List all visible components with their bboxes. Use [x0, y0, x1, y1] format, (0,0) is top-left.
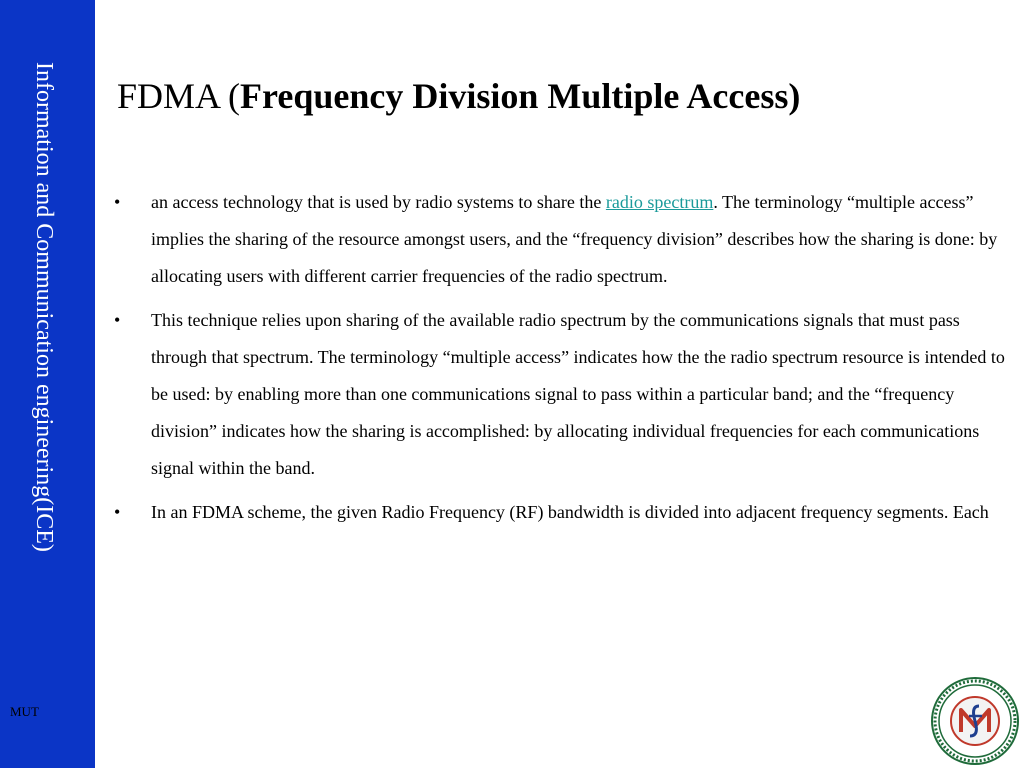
slide-title	[117, 74, 800, 118]
bullet-list	[114, 184, 1014, 538]
sidebar	[0, 0, 95, 768]
sidebar-footer: MUT	[10, 704, 39, 719]
bullet-text-after-link: . The terminology “multiple access” implies the sharing of the resource amongst users, and the “frequency division” describes how the sharing is done: by allocating users with different carrier frequencies of the radio spectrum.	[151, 192, 998, 286]
bullet-marker: •	[114, 502, 121, 522]
bullet-marker: •	[114, 192, 121, 212]
slide-title-prefix: FDMA (	[117, 76, 241, 116]
bullet-marker: •	[114, 310, 121, 330]
radio-spectrum-link[interactable]: radio spectrum	[605, 192, 714, 212]
bullet-item	[114, 302, 1014, 487]
bullet-item	[114, 494, 1014, 531]
bullet-text-before-link: an access technology that is used by radio systems to share the	[151, 192, 606, 212]
university-seal-icon	[930, 676, 1020, 766]
bullet-text: This technique relies upon sharing of the available radio spectrum by the communications signals that must pass through that spectrum. The terminology “multiple access” indicates how the the radio spectrum resource is intended to be used: by enabling more than one communications signal to pass within a particular band; and the “frequency division” indicates how the sharing is accomplished: by allocating individual frequencies for each communications signal within the band.	[151, 310, 1005, 478]
sidebar-vertical-title: Information and Communication engineering(ICE)	[31, 62, 57, 552]
bullet-item	[114, 184, 1014, 295]
slide-title-bold: Frequency Division Multiple Access)	[240, 76, 801, 116]
bullet-text: In an FDMA scheme, the given Radio Frequency (RF) bandwidth is divided into adjacent frequency segments. Each	[151, 502, 989, 522]
